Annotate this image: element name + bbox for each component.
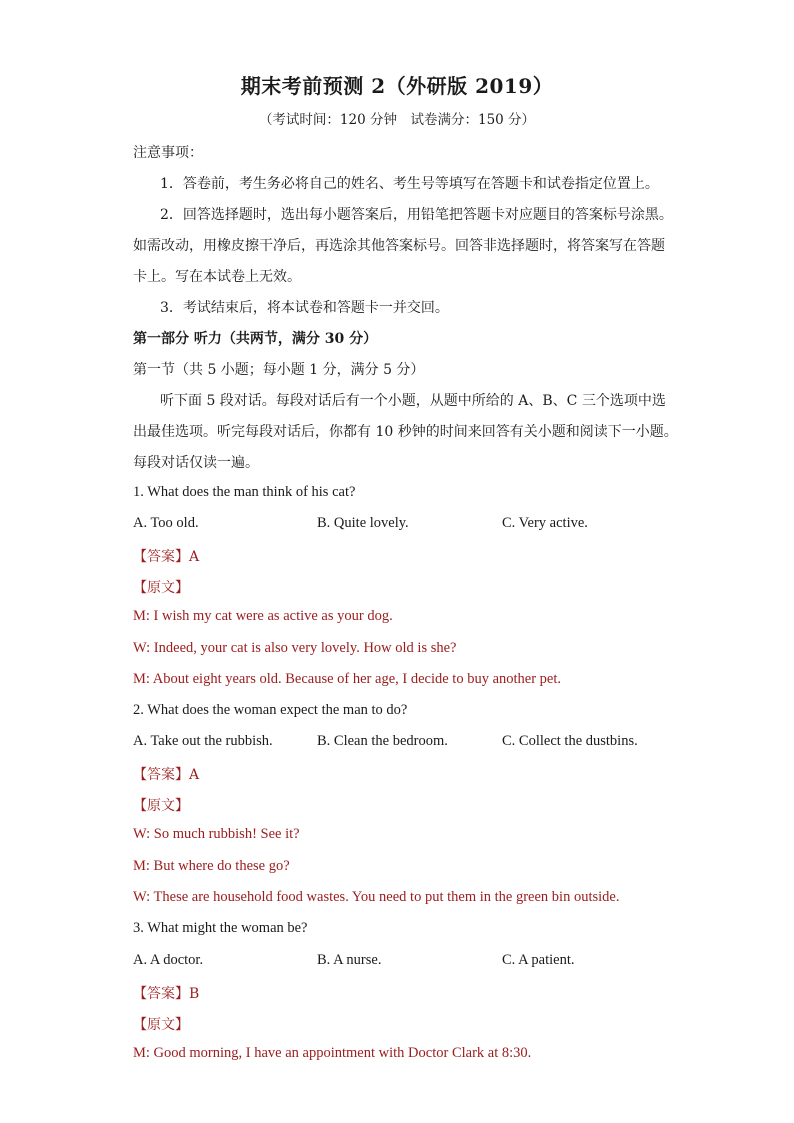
- question-3-option-a: A. A doctor.: [133, 952, 204, 968]
- question-3-stem: 3. What might the woman be?: [133, 920, 308, 936]
- notice-item-1: 1．答卷前，考生务必将自己的姓名、考生号等填写在答题卡和试卷指定位置上。: [160, 176, 659, 192]
- question-1-script-line-3: M: About eight years old. Because of her age, I decide to buy another pet.: [133, 671, 562, 687]
- question-1-option-a: A. Too old.: [133, 515, 199, 531]
- notice-item-2-line-2: 如需改动，用橡皮擦干净后，再选涂其他答案标号。回答非选择题时，将答案写在答题: [133, 238, 665, 254]
- question-2-option-c: C. Collect the dustbins.: [502, 733, 638, 749]
- instruction-line-3: 每段对话仅读一遍。: [133, 455, 259, 471]
- question-3-option-b: B. A nurse.: [317, 952, 382, 968]
- notice-heading: 注意事项：: [133, 145, 203, 161]
- question-3-option-c: C. A patient.: [502, 952, 575, 968]
- instruction-line-1: 听下面 5 段对话。每段对话后有一个小题，从题中所给的 A、B、C 三个选项中选: [160, 393, 666, 409]
- notice-item-2-line-3: 卡上。写在本试卷上无效。: [133, 269, 301, 285]
- instruction-line-2: 出最佳选项。听完每段对话后，你都有 10 秒钟的时间来回答有关小题和阅读下一小题。: [133, 424, 678, 440]
- question-1-option-b: B. Quite lovely.: [317, 515, 409, 531]
- question-1-answer: 【答案】A: [133, 549, 200, 565]
- question-1-option-c: C. Very active.: [502, 515, 588, 531]
- question-2-option-a: A. Take out the rubbish.: [133, 733, 273, 749]
- notice-item-3: 3．考试结束后，将本试卷和答题卡一并交回。: [160, 300, 449, 316]
- question-1-script-line-1: M: I wish my cat were as active as your dog.: [133, 608, 393, 624]
- question-2-script-line-1: W: So much rubbish! See it?: [133, 826, 300, 842]
- page-subtitle: （考试时间：120 分钟 试卷满分：150 分）: [258, 112, 536, 128]
- question-1-script-label: 【原文】: [133, 580, 189, 596]
- page-title: 期末考前预测 2（外研版 2019）: [240, 74, 554, 98]
- question-3-answer: 【答案】B: [133, 986, 200, 1002]
- question-2-option-b: B. Clean the bedroom.: [317, 733, 448, 749]
- question-2-stem: 2. What does the woman expect the man to do?: [133, 702, 408, 718]
- question-2-answer: 【答案】A: [133, 767, 200, 783]
- question-2-script-line-2: M: But where do these go?: [133, 858, 290, 874]
- question-3-script-label: 【原文】: [133, 1017, 189, 1033]
- question-2-script-line-3: W: These are household food wastes. You need to put them in the green bin outside.: [133, 889, 620, 905]
- part1-heading: 第一部分 听力（共两节，满分 30 分）: [133, 331, 378, 347]
- question-1-script-line-2: W: Indeed, your cat is also very lovely. How old is she?: [133, 640, 457, 656]
- section1-heading: 第一节（共 5 小题；每小题 1 分，满分 5 分）: [133, 362, 425, 378]
- question-1-stem: 1. What does the man think of his cat?: [133, 484, 356, 500]
- notice-item-2-line-1: 2．回答选择题时，选出每小题答案后，用铅笔把答题卡对应题目的答案标号涂黑。: [160, 207, 673, 223]
- question-2-script-label: 【原文】: [133, 798, 189, 814]
- question-3-script-line-1: M: Good morning, I have an appointment with Doctor Clark at 8:30.: [133, 1045, 532, 1061]
